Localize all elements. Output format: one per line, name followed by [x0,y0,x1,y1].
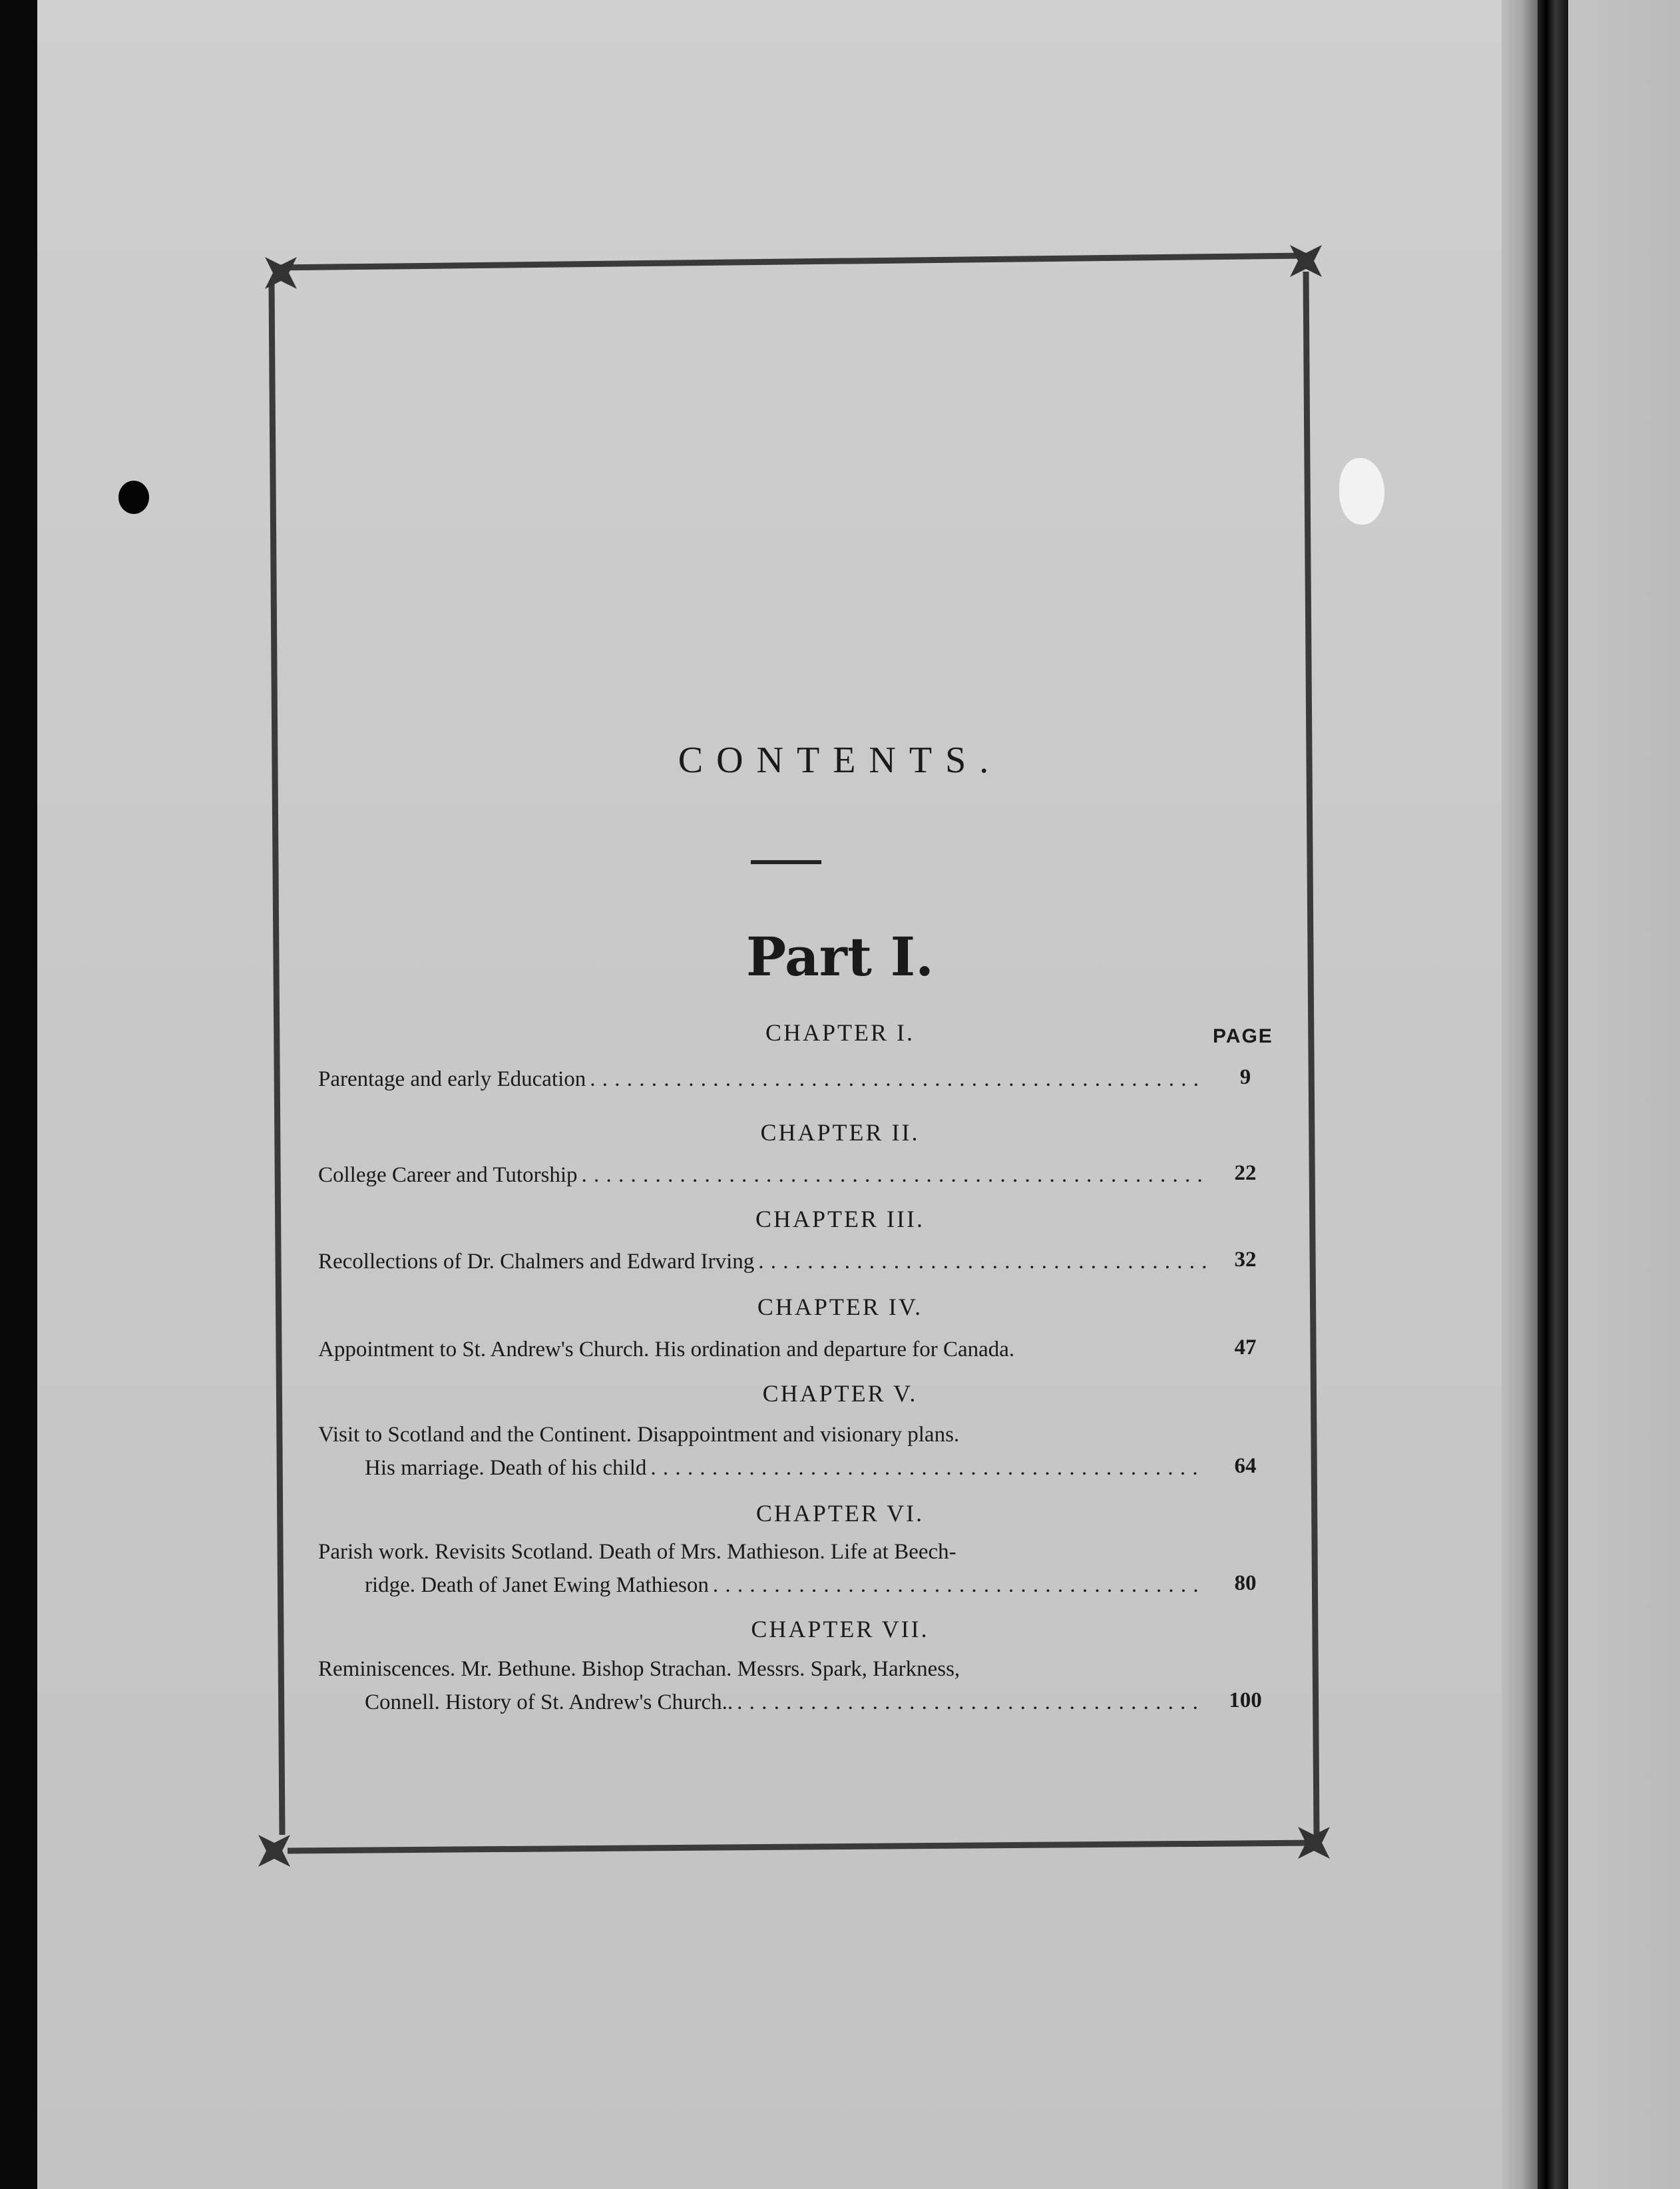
page-number: 9 [1239,1065,1251,1089]
chapter-entry [318,1535,1210,1602]
chapter-entry [318,1652,1210,1719]
chapter-label: CHAPTER VI. [755,1500,925,1527]
entry-text: Connell. History of St. Andrew's Church.. [365,1690,734,1714]
chapter-entry [318,1063,1210,1096]
entry-text: Reminiscences. Mr. Bethune. Bishop Strachan. Messrs. Spark, Harkness, [318,1657,960,1681]
chapter-entry [318,1245,1210,1278]
part-heading: Part I. [745,925,935,988]
page-column-header: PAGE [1213,1025,1273,1047]
chapter-label: CHAPTER III. [755,1206,925,1232]
ink-blot [118,481,149,514]
chapter-entry [318,1158,1210,1192]
corner-cross-icon [265,257,297,289]
page-number: 32 [1234,1248,1257,1272]
facing-page-edge [1568,0,1680,2189]
entry-text: Visit to Scotland and the Continent. Disappointment and visionary plans. [318,1423,960,1447]
book-spine [1502,0,1568,2189]
entry-text: Parentage and early Education [318,1067,586,1091]
entry-text: His marriage. Death of his child [365,1456,647,1480]
page-number: 100 [1229,1688,1262,1712]
chapter-label: CHAPTER I. [765,1019,915,1046]
corner-cross-icon [258,1835,290,1867]
entry-text: ridge. Death of Janet Ewing Mathieson [365,1573,709,1597]
heading-rule [751,860,821,864]
paper-damage-spot [1339,458,1384,525]
dot-leader [737,1686,1206,1719]
entry-text: College Career and Tutorship [318,1163,578,1187]
dot-leader [582,1158,1206,1192]
page-number: 22 [1234,1161,1257,1185]
chapter-label: CHAPTER IV. [757,1294,923,1320]
page-number: 64 [1234,1454,1257,1478]
chapter-entry [318,1418,1210,1485]
dot-leader [650,1451,1206,1485]
dot-leader [758,1245,1206,1278]
dot-leader [713,1569,1206,1602]
contents-heading: CONTENTS. [678,740,1002,781]
scan-left-border [0,0,37,2189]
chapter-entry [318,1333,1210,1366]
chapter-label: CHAPTER V. [762,1380,918,1407]
spine-shadow [1538,0,1555,2189]
dot-leader [590,1063,1206,1096]
entry-text: Parish work. Revisits Scotland. Death of Mrs. Mathieson. Life at Beech- [318,1540,956,1564]
chapter-label: CHAPTER II. [760,1119,920,1146]
page-number: 80 [1234,1571,1257,1595]
page-number: 47 [1234,1336,1257,1359]
entry-text: Appointment to St. Andrew's Church. His ordination and departure for Canada. [318,1338,1015,1361]
entry-text: Recollections of Dr. Chalmers and Edward Irving [318,1250,755,1274]
chapter-label: CHAPTER VII. [751,1616,929,1642]
